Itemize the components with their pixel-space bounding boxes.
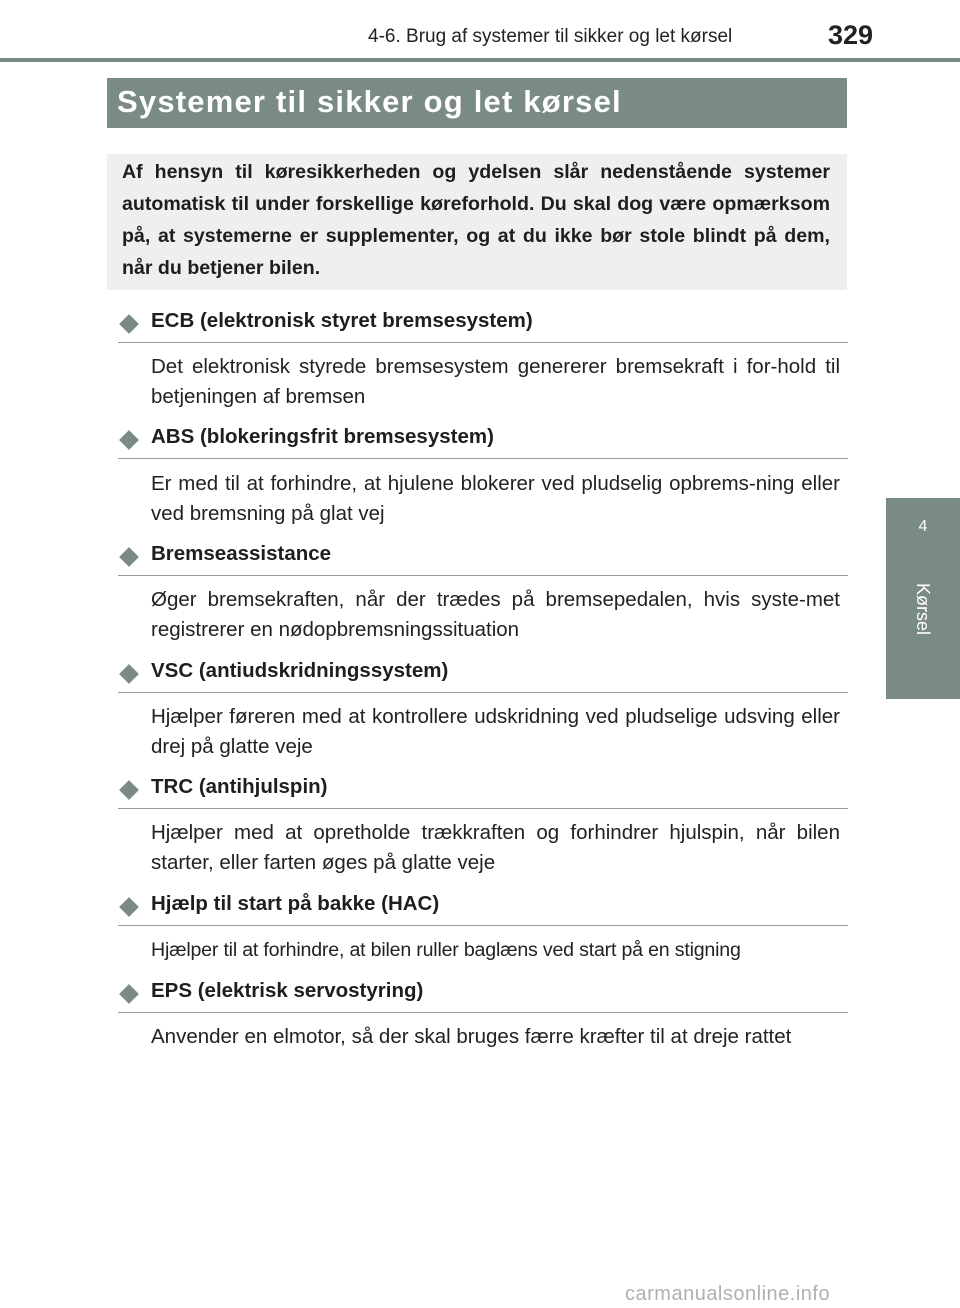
section-body-hac: Hjælper til at forhindre, at bilen ruller baglæns ved start på en stigning (151, 939, 741, 961)
footer-watermark: carmanualsonline.info (625, 1283, 831, 1305)
diamond-bullet-icon (119, 664, 139, 684)
section-body-vsc: Hjælper føreren med at kontrollere udskridning ved pludselige udsving eller drej på glatte veje (151, 705, 840, 758)
section-heading-text: ABS (blokeringsfrit bremsesystem) (151, 425, 494, 448)
chapter-number: 4 (918, 518, 928, 535)
diamond-bullet-icon (119, 314, 139, 334)
section-body-brake-assist: Øger bremsekraften, når der trædes på bremsepedalen, hvis syste-met registrerer en nødopbremsningssituation (151, 588, 840, 641)
running-header: 4-6. Brug af systemer til sikker og let kørsel (368, 26, 733, 47)
section-heading-text: EPS (elektrisk servostyring) (151, 979, 424, 1002)
diamond-bullet-icon (119, 897, 139, 917)
section-body-eps: Anvender en elmotor, så der skal bruges færre kræfter til at dreje rattet (151, 1025, 792, 1048)
diamond-bullet-icon (119, 430, 139, 450)
section-heading-text: Bremseassistance (151, 542, 332, 565)
section-body-abs: Er med til at forhindre, at hjulene blokerer ved pludselig opbrems-ning eller ved bremsning på glat vej (151, 472, 840, 525)
section-heading-ecb (118, 308, 848, 343)
section-body-ecb: Det elektronisk styrede bremsesystem genererer bremsekraft i for-hold til betjeningen af bremsen (151, 355, 840, 408)
section-heading-trc (118, 774, 848, 809)
diamond-bullet-icon (119, 547, 139, 567)
section-heading-text: Hjælp til start på bakke (HAC) (151, 892, 440, 915)
section-heading-text: ECB (elektronisk styret bremsesystem) (151, 309, 533, 332)
section-body-trc: Hjælper med at opretholde trækkraften og forhindrer hjulspin, når bilen starter, eller farten øges på glatte veje (151, 821, 840, 874)
intro-box (107, 154, 847, 290)
section-heading-eps (118, 978, 848, 1013)
intro-text: Af hensyn til køresikkerheden og ydelsen slår nedenstående systemer automatisk til under forskellige køreforhold. Du skal dog være opmærksom på, at systemerne er supplementer, og at du ikke bør stole blindt på dem, når du betjener bilen. (122, 161, 830, 279)
page-title-bar (107, 78, 847, 128)
section-heading-abs (118, 424, 848, 459)
header-divider (0, 58, 960, 62)
chapter-label: Kørsel (913, 583, 933, 636)
page-number: 329 (828, 20, 874, 50)
chapter-side-tab[interactable] (886, 498, 960, 699)
diamond-bullet-icon (119, 984, 139, 1004)
section-heading-hac (118, 891, 848, 926)
diamond-bullet-icon (119, 780, 139, 800)
section-heading-text: TRC (antihjulspin) (151, 775, 328, 798)
page-title: Systemer til sikker og let kørsel (117, 84, 622, 119)
section-heading-vsc (118, 658, 848, 693)
section-heading-brake-assist (118, 541, 848, 576)
section-heading-text: VSC (antiudskridningssystem) (151, 659, 449, 682)
